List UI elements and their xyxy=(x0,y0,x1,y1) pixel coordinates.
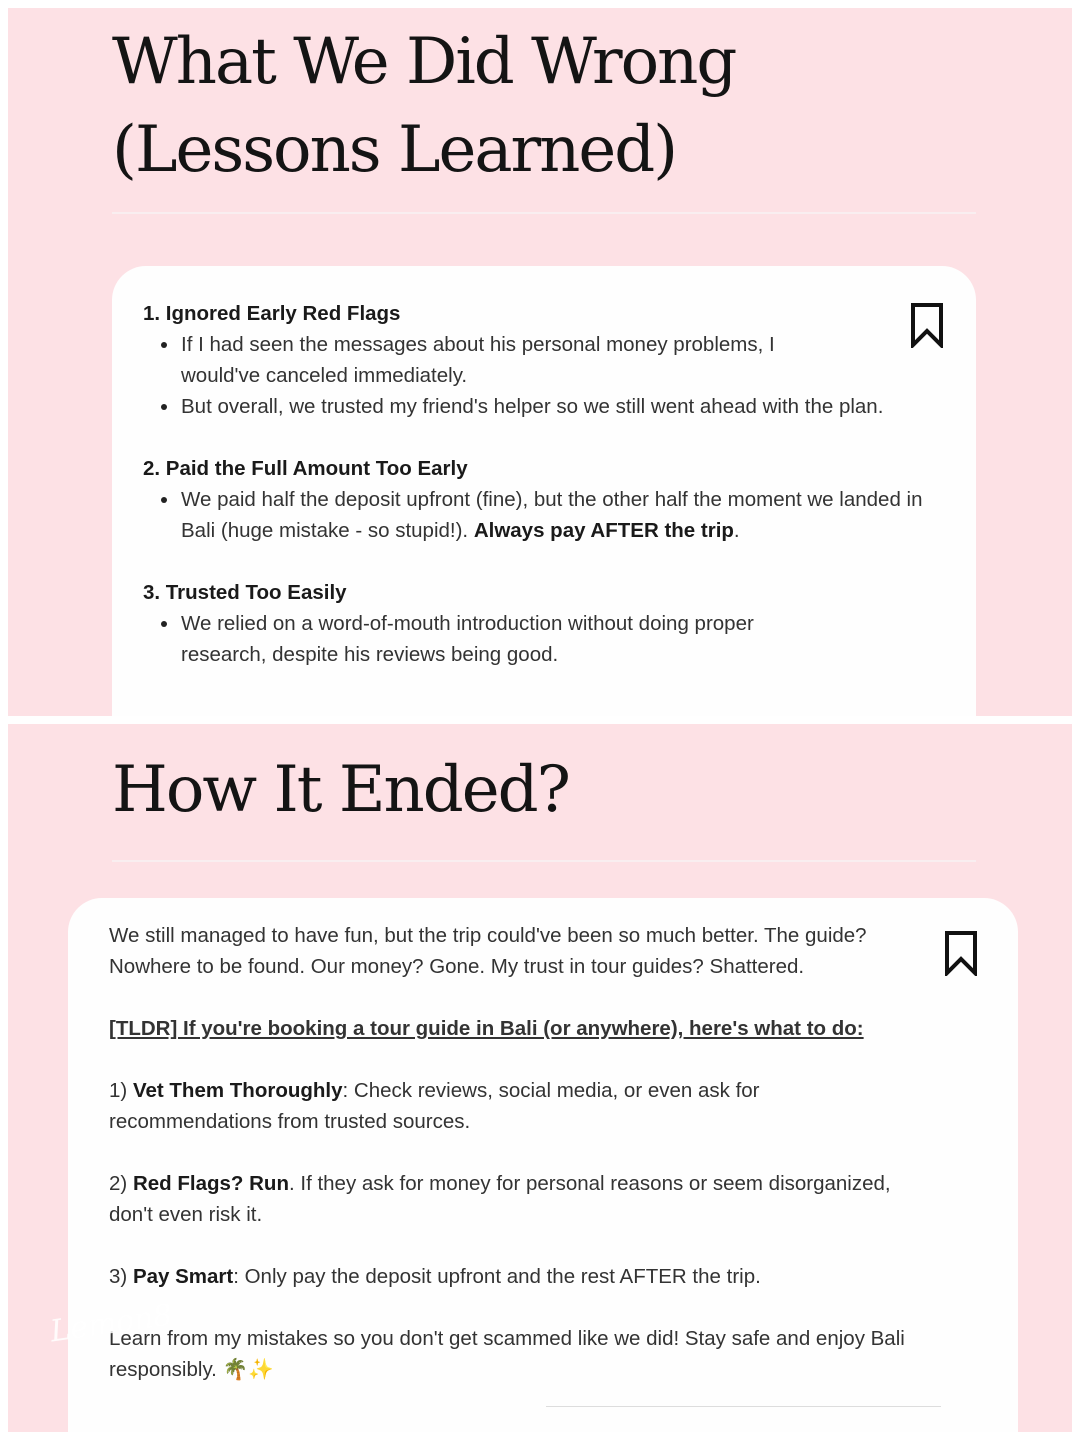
bullet-emphasis: Always pay AFTER the trip xyxy=(473,519,734,542)
bullet xyxy=(143,484,936,546)
tip-text: : Check reviews, social media, or even ask for recommendations from trusted sources. xyxy=(109,1079,760,1133)
bookmark-icon[interactable] xyxy=(910,302,944,348)
bookmark-icon[interactable] xyxy=(944,930,978,976)
bullet: If I had seen the messages about his personal money problems, I would've canceled immediately. xyxy=(143,329,896,391)
lesson-heading: 2. Paid the Full Amount Too Early xyxy=(143,457,468,480)
closing-text: Learn from my mistakes so you don't get scammed like we did! Stay safe and enjoy Bali responsibly. 🌴✨ xyxy=(109,1327,905,1381)
tip xyxy=(109,1075,908,1137)
divider xyxy=(546,1406,941,1407)
lessons-panel xyxy=(8,8,1072,716)
lessons-card xyxy=(112,266,976,716)
tip-title: Pay Smart xyxy=(132,1265,234,1288)
title-line: What We Did Wrong xyxy=(112,25,736,99)
tip xyxy=(109,1261,908,1292)
bullet-text: We paid half the deposit upfront (fine), but the other half the moment we landed in Bali (huge mistake - so stupid!). xyxy=(181,488,923,542)
intro-text: We still managed to have fun, but the trip could've been so much better. The guide? Nowhere to be found. Our money? Gone. My trust in tour guides? Shattered. xyxy=(109,924,867,978)
section-title: How It Ended? xyxy=(112,753,569,827)
tip-number: 2) xyxy=(109,1172,133,1195)
tip-text: : Only pay the deposit upfront and the rest AFTER the trip. xyxy=(233,1265,761,1288)
ending-card xyxy=(68,898,1018,1432)
lesson-item xyxy=(143,298,936,422)
bullet: We relied on a word-of-mouth introduction without doing proper research, despite his reviews being good. xyxy=(143,608,836,670)
tip-number: 1) xyxy=(109,1079,133,1102)
lesson-heading: 3. Trusted Too Easily xyxy=(143,581,347,604)
bullet-text: . xyxy=(733,519,740,542)
tip-title: Red Flags? Run xyxy=(132,1172,289,1195)
tip-text: . If they ask for money for personal reasons or seem disorganized, don't even risk it. xyxy=(109,1172,891,1226)
tldr-heading: [TLDR] If you're booking a tour guide in Bali (or anywhere), here's what to do: xyxy=(109,1017,864,1040)
title-line: (Lessons Learned) xyxy=(112,113,677,187)
section-title xyxy=(112,18,735,194)
lesson-item xyxy=(143,453,936,546)
tip-number: 3) xyxy=(109,1265,133,1288)
tip xyxy=(109,1168,908,1230)
watermark-logo: Lemon8 xyxy=(48,1297,175,1350)
lesson-item xyxy=(143,577,936,670)
lesson-heading: 1. Ignored Early Red Flags xyxy=(143,302,401,325)
divider xyxy=(112,212,976,214)
divider xyxy=(112,860,976,862)
bullet: But overall, we trusted my friend's helper so we still went ahead with the plan. xyxy=(143,391,896,422)
tip-title: Vet Them Thoroughly xyxy=(132,1079,343,1102)
